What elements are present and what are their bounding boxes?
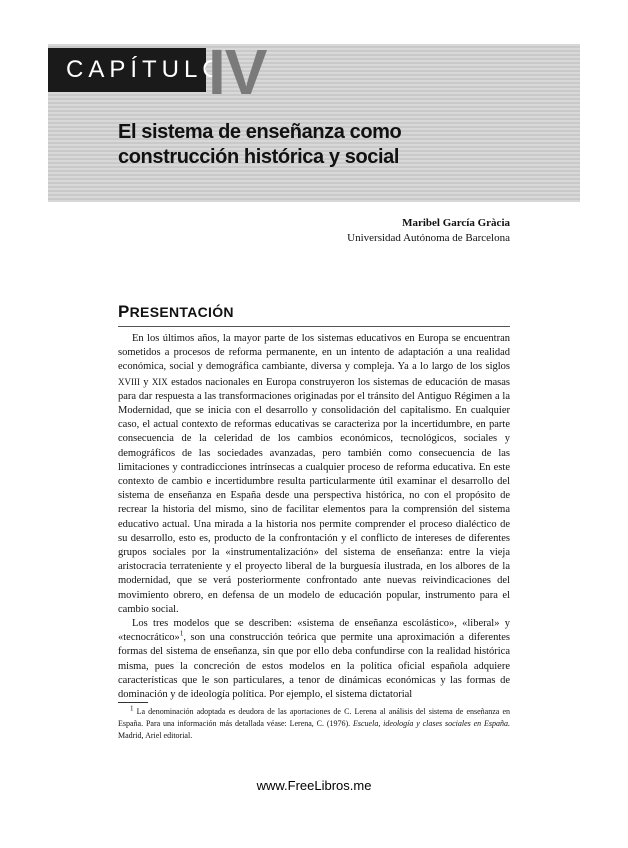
- century-18: XVIII: [118, 376, 140, 387]
- paragraph-2: [118, 617, 510, 702]
- paragraph-2-text-a: Los tres modelos que se describen: «sistema de enseñanza escolástico», «liberal» y «tecnocrático»: [118, 618, 510, 644]
- chapter-title-line2: construcción histórica y social: [118, 146, 400, 168]
- footnote-text-a: La denominación adoptada es deudora de las aportaciones de C. Lerena al análisis del sistema de enseñanza en España. Para una información más detallada véase: Lerena, C. (1976).: [118, 707, 510, 728]
- author-block: [347, 216, 510, 246]
- section-heading-initial: P: [118, 302, 130, 321]
- footnote-text-b: Madrid, Ariel editorial.: [118, 731, 193, 740]
- body-text: [118, 332, 510, 702]
- author-name: Maribel García Gràcia: [402, 217, 510, 229]
- chapter-title-line1: El sistema de enseñanza como: [118, 121, 402, 143]
- paragraph-2-text-b: , son una construcción teórica que permite una aproximación a diferentes formas del sistema de enseñanza, sin que por ello deba confundirse con la realidad histórica misma, pues la concreción de estos modelos en la política oficial española adquiere características que le son particulares, a tenor de dinámicas económicas y las formas de dominación y de ideología política. Por ejemplo, el sistema dictatorial: [118, 632, 510, 701]
- chapter-number: IV: [208, 36, 267, 108]
- section-heading: [118, 302, 510, 327]
- century-19: XIX: [151, 376, 168, 387]
- footnote-book-title: Escuela, ideología y clases sociales en España.: [353, 719, 511, 728]
- chapter-title: [118, 120, 538, 170]
- chapter-label: CAPÍTULO: [48, 48, 206, 92]
- watermark-link[interactable]: www.FreeLibros.me: [256, 778, 372, 793]
- paragraph-1-text-a: En los últimos años, la mayor parte de los sistemas educativos en Europa se encuentran sometidos a procesos de reforma permanente, en un intento de adaptación a una realidad económica, social y demográfica cambiante, diversa y compleja. Ya a lo largo de los siglos: [118, 333, 510, 373]
- paragraph-1: [118, 332, 510, 617]
- section-heading-rest: RESENTACIÓN: [129, 304, 234, 320]
- paragraph-1-text-c: estados nacionales en Europa construyeron los sistemas de educación de masas para dar respuesta a las transformaciones originadas por el tránsito del Antiguo Régimen a la Modernidad, que se inicia con el desarrollo y consolidación del capitalismo. En cualquier caso, el actual contexto de reformas educativas se caracteriza por la incertidumbre, en parte consecuencia de la celeridad de los cambios económicos, tecnológicos, sociales y demográficos de las sociedades avanzadas, pero también como consecuencia de las limitaciones y contradicciones intrínsecas a cualquier proceso de reforma educativa. En este contexto de cambio e incertidumbre resulta particularmente útil examinar el desarrollo del sistema de enseñanza en España desde una perspectiva histórica, no con el propósito de recrear la historia del mismo, sino de facilitar elementos para la comprensión del sistema educativo actual. Una mirada a la historia nos permite comprender el proceso dialéctico de su desarrollo, esto es, producto de la confrontación y el conflicto de intereses de diferentes grupos sociales por la «instrumentalización» del sistema de enseñanza: entre la vieja aristocracia terrateniente y el proyecto liberal de la burguesía ilustrada, en los albores de la modernidad, que se verá posteriormente confrontado ante nuevas reivindicaciones del movimiento obrero, en defensa de un modelo de educación popular, instrumento para el cambio social.: [118, 376, 510, 615]
- footnote-1: [118, 706, 510, 742]
- footnote-ref[interactable]: 1: [179, 629, 184, 638]
- footnote: [118, 706, 510, 742]
- author-affiliation: Universidad Autónoma de Barcelona: [347, 232, 510, 244]
- footnote-number: 1: [130, 704, 134, 713]
- footnote-divider: [118, 702, 148, 703]
- paragraph-1-text-b: y: [140, 376, 152, 388]
